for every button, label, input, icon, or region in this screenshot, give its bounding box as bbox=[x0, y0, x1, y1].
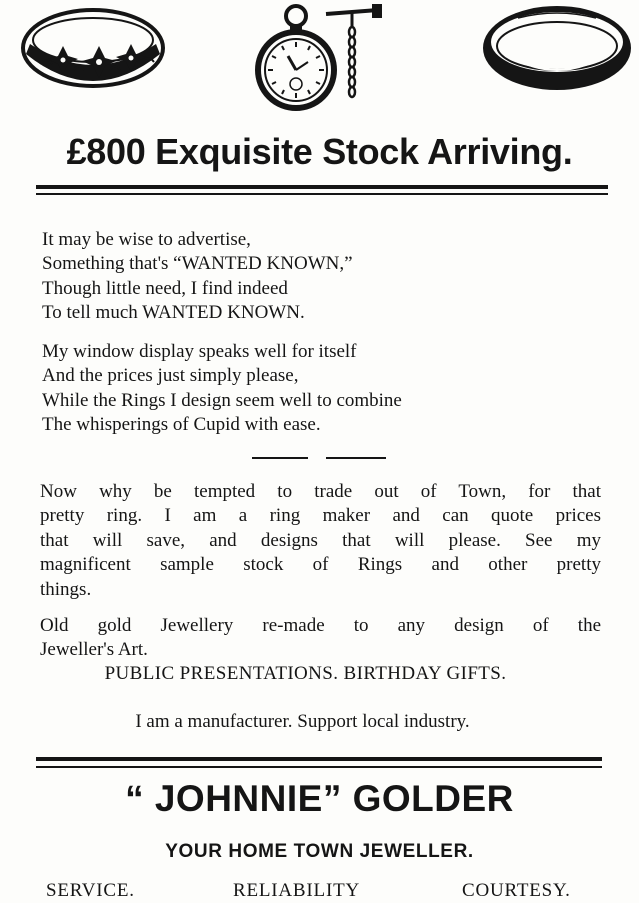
poem-line: My window display speaks well for itself bbox=[42, 341, 357, 362]
poem-line: It may be wise to advertise, bbox=[42, 229, 251, 250]
motto-service: SERVICE. bbox=[46, 880, 135, 901]
poem-line: Though little need, I find indeed bbox=[42, 277, 288, 299]
section-divider-left bbox=[252, 457, 308, 459]
manufacturer-line: I am a manufacturer. Support local industry. bbox=[135, 711, 470, 732]
presentations-line: PUBLIC PRESENTATIONS. BIRTHDAY GIFTS. bbox=[104, 663, 507, 684]
body-paragraph-2 bbox=[40, 614, 601, 663]
footer-rule-thick bbox=[36, 757, 602, 761]
poem-line: While the Rings I design seem well to combine bbox=[42, 389, 402, 411]
body-line: Now why be tempted to trade out of Town, for that bbox=[40, 481, 601, 502]
body-line: things. bbox=[40, 578, 92, 600]
headline-rule-thin bbox=[36, 193, 608, 195]
poem-line: The whisperings of Cupid with ease. bbox=[42, 414, 321, 436]
poem-stanza-2 bbox=[42, 340, 612, 438]
headline-rule-thick bbox=[36, 185, 608, 189]
body-paragraph-1 bbox=[40, 480, 601, 602]
engraved-ring-illustration bbox=[18, 4, 168, 96]
pocket-watch-illustration bbox=[248, 0, 388, 112]
body-line: magnificent sample stock of Rings and other pretty bbox=[40, 554, 601, 576]
poem-stanza-1 bbox=[42, 228, 612, 326]
shop-tagline: YOUR HOME TOWN JEWELLER. bbox=[165, 841, 474, 862]
headline: £800 Exquisite Stock Arriving. bbox=[66, 131, 573, 172]
body-line: Old gold Jewellery re-made to any design of the bbox=[40, 615, 601, 636]
body-line: pretty ring. I am a ring maker and can quote prices bbox=[40, 505, 601, 527]
body-line: that will save, and designs that will please. See my bbox=[40, 529, 601, 551]
section-divider-right bbox=[326, 457, 386, 459]
poem-line: To tell much WANTED KNOWN. bbox=[42, 302, 305, 324]
poem-line: Something that's “WANTED KNOWN,” bbox=[42, 253, 353, 275]
footer-rule-thin bbox=[36, 766, 602, 768]
body-line: Jeweller's Art. bbox=[40, 639, 148, 661]
motto-courtesy: COURTESY. bbox=[462, 880, 571, 901]
plain-band-ring-illustration bbox=[478, 0, 636, 98]
poem-line: And the prices just simply please, bbox=[42, 365, 299, 387]
motto-reliability: RELIABILITY bbox=[233, 880, 360, 901]
shop-name: “ JOHNNIE” GOLDER bbox=[125, 778, 514, 819]
